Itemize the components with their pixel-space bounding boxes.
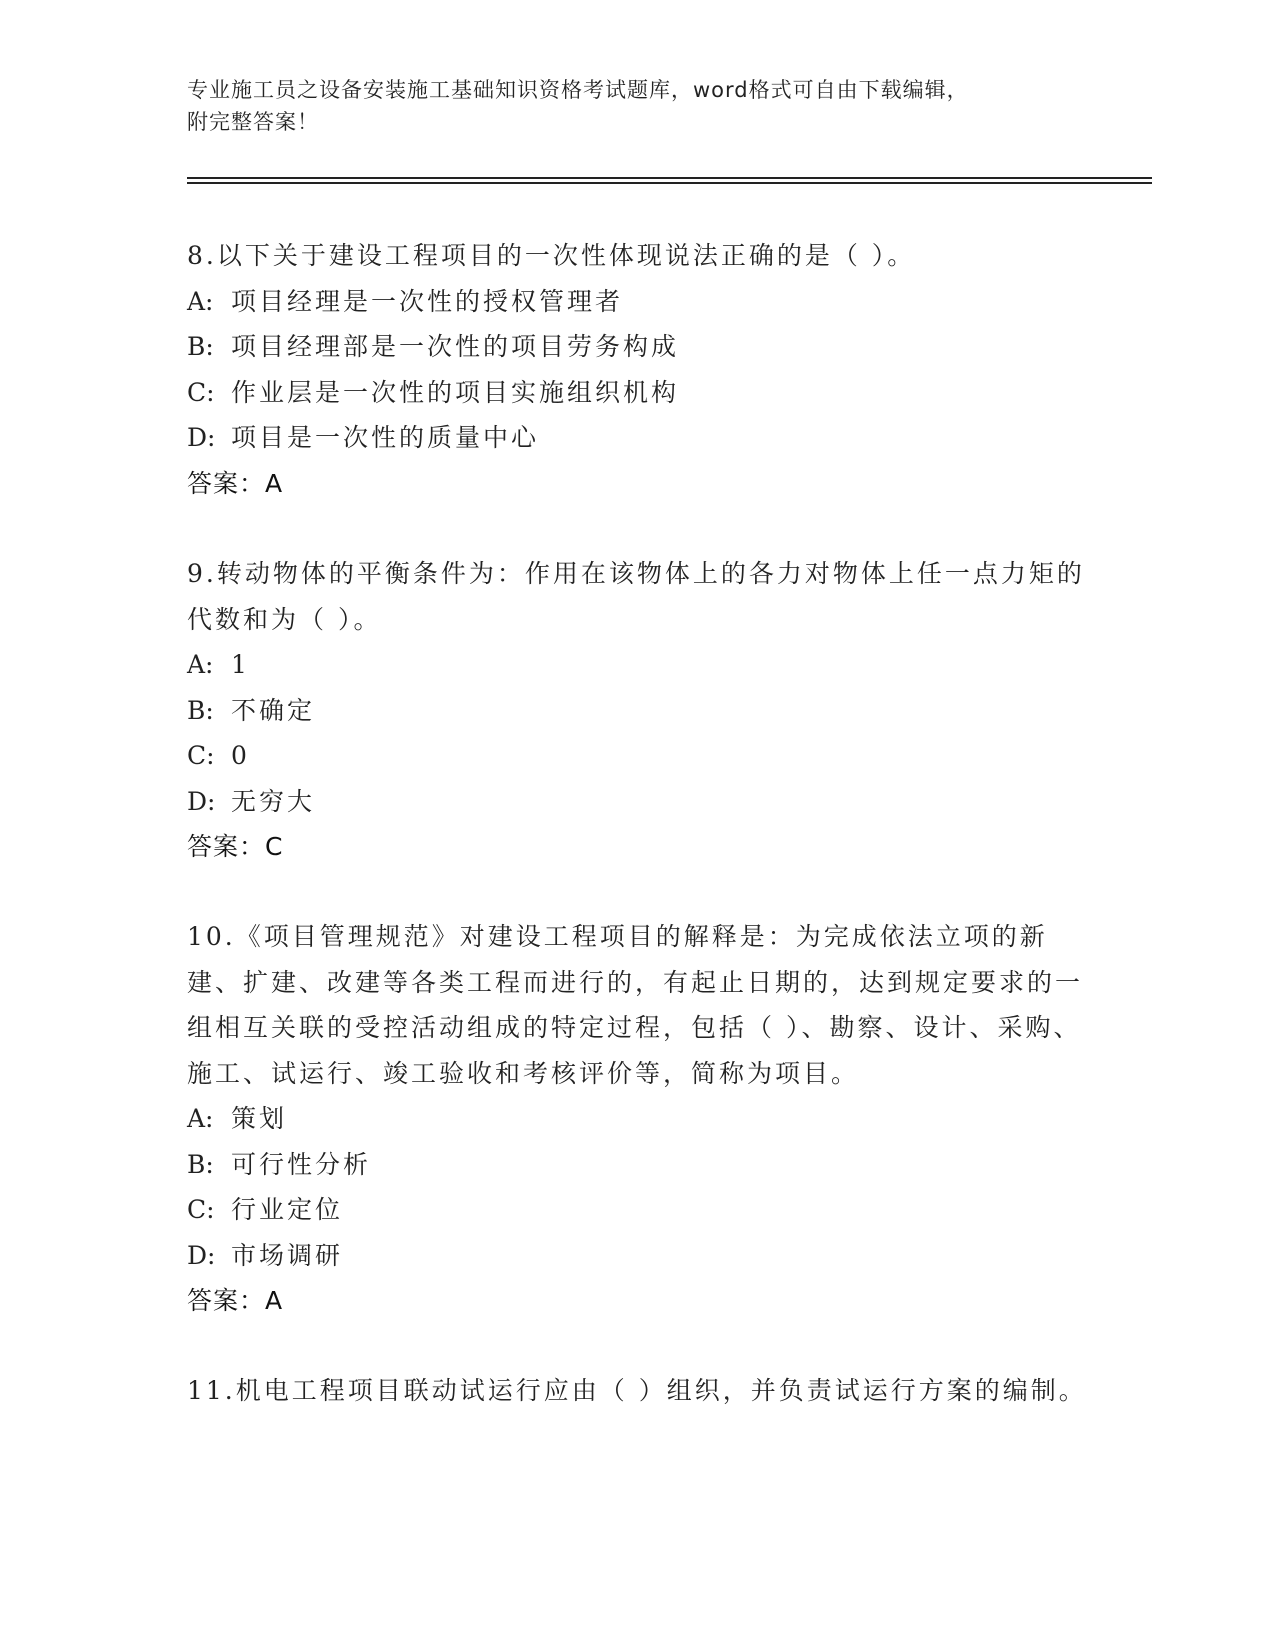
- option-letter: D:: [187, 423, 216, 452]
- option-text: 作业层是一次性的项目实施组织机构: [231, 377, 680, 407]
- option-a: [187, 1096, 1087, 1142]
- question-9: [187, 551, 1087, 870]
- option-letter: B:: [187, 332, 214, 361]
- answer-line: 答案：A: [187, 468, 284, 498]
- option-letter: C:: [187, 741, 215, 770]
- option-c: [187, 1187, 1087, 1233]
- answer-line: 答案：A: [187, 1286, 284, 1315]
- option-letter: C:: [187, 1195, 215, 1224]
- option-c: [187, 733, 1087, 779]
- option-text: 市场调研: [231, 1240, 344, 1270]
- option-letter: A:: [187, 650, 214, 679]
- option-text: 不确定: [231, 695, 316, 725]
- option-letter: B:: [187, 695, 214, 725]
- option-text: 1: [231, 650, 250, 679]
- option-d: [187, 779, 1087, 825]
- option-b: [187, 1142, 1087, 1188]
- option-letter: D:: [187, 786, 216, 816]
- option-letter: A:: [187, 286, 214, 316]
- option-b: [187, 688, 1087, 734]
- header-divider-top: [187, 177, 1152, 179]
- question-stem: 8.以下关于建设工程项目的一次性体现说法正确的是（ ）。: [187, 241, 916, 270]
- answer-line: 答案：C: [187, 832, 284, 861]
- header-divider-bottom: [187, 182, 1152, 184]
- option-text: 0: [231, 741, 250, 770]
- question-8: [187, 233, 1087, 506]
- question-10: [187, 914, 1087, 1324]
- option-text: 行业定位: [231, 1195, 344, 1224]
- option-text: 可行性分析: [231, 1149, 372, 1179]
- question-stem: 9.转动物体的平衡条件为：作用在该物体上的各力对物体上任一点力矩的代数和为（ ）。: [187, 559, 1085, 634]
- option-b: [187, 324, 1087, 370]
- document-header: [187, 74, 1087, 138]
- option-a: [187, 279, 1087, 325]
- option-text: 项目经理部是一次性的项目劳务构成: [231, 332, 680, 361]
- option-letter: C:: [187, 377, 215, 407]
- header-line-1: 专业施工员之设备安装施工基础知识资格考试题库，word格式可自由下载编辑，: [187, 78, 969, 102]
- option-text: 策划: [231, 1104, 288, 1133]
- option-d: [187, 1233, 1087, 1279]
- option-d: [187, 415, 1087, 461]
- question-stem: 11.机电工程项目联动试运行应由（ ）组织，并负责试运行方案的编制。: [187, 1376, 1087, 1405]
- question-stem: 10.《项目管理规范》对建设工程项目的解释是：为完成依法立项的新建、扩建、改建等各类工程而进行的，有起止日期的，达到规定要求的一组相互关联的受控活动组成的特定过程，包括（ ）、勘察、设计、采购、施工、试运行、竣工验收和考核评价等，简称为项目。: [187, 922, 1084, 1088]
- option-a: [187, 642, 1087, 688]
- option-text: 无穷大: [231, 786, 316, 816]
- question-11: [187, 1368, 1087, 1414]
- option-letter: D:: [187, 1240, 216, 1270]
- option-c: [187, 370, 1087, 416]
- option-letter: B:: [187, 1149, 214, 1179]
- header-line-2: 附完整答案！: [187, 110, 319, 134]
- option-text: 项目经理是一次性的授权管理者: [231, 286, 624, 316]
- option-letter: A:: [187, 1104, 214, 1133]
- option-text: 项目是一次性的质量中心: [231, 423, 540, 452]
